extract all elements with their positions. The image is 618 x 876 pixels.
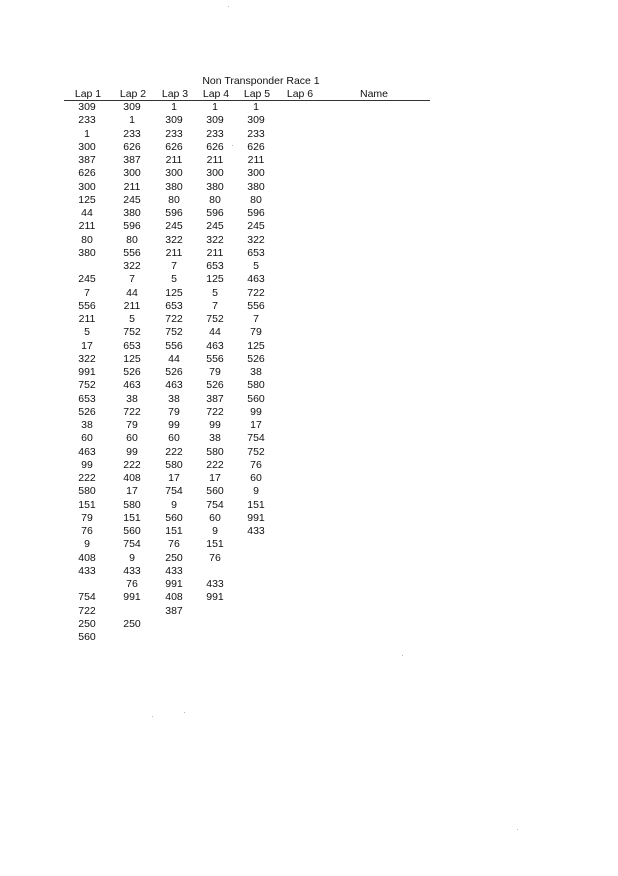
lap-4-entry: 1 bbox=[212, 101, 218, 113]
lap-5-entry: 991 bbox=[247, 511, 265, 524]
lap-2-entry: 222 bbox=[123, 458, 141, 471]
lap-2-entry: 99 bbox=[126, 445, 138, 458]
lap-5-entry: 125 bbox=[247, 339, 265, 352]
lap-1-entry: 309 bbox=[78, 101, 96, 113]
lap-5-entry: 556 bbox=[247, 299, 265, 312]
header-lap-6: Lap 6 bbox=[286, 88, 314, 100]
lap-2-entry: 463 bbox=[123, 379, 141, 392]
lap-4-entry: 222 bbox=[206, 458, 224, 471]
lap-1-entry bbox=[67, 578, 107, 591]
lap-1-entry: 556 bbox=[78, 299, 96, 312]
lap-4-entry: 653 bbox=[206, 260, 224, 272]
lap-1-entry: 754 bbox=[78, 591, 96, 604]
lap-2-entry bbox=[112, 605, 152, 618]
header-lap-5: Lap 5 bbox=[243, 88, 271, 100]
lap-3-entry: 79 bbox=[168, 405, 180, 418]
lap-5-entry: 99 bbox=[250, 405, 262, 418]
lap-5-entry: 722 bbox=[247, 286, 265, 299]
lap-3-entry: 211 bbox=[165, 246, 183, 259]
lap-4-entry: 300 bbox=[206, 167, 224, 180]
lap-3-entry: 38 bbox=[168, 392, 180, 405]
lap-1-entry: 60 bbox=[81, 432, 93, 445]
lap-3-entry: 9 bbox=[171, 498, 177, 511]
lap-1-entry: 300 bbox=[78, 180, 96, 193]
lap-2-entry: 245 bbox=[123, 193, 141, 206]
lap-5-entry: 245 bbox=[247, 220, 265, 233]
lap-5-entry: 233 bbox=[247, 127, 265, 140]
lap-3-entry: 556 bbox=[165, 339, 183, 352]
lap-3-entry: 44 bbox=[168, 352, 180, 365]
lap-4-entry: 991 bbox=[206, 591, 224, 604]
lap-4-entry: 9 bbox=[212, 525, 218, 537]
lap-4-entry: 151 bbox=[206, 538, 224, 551]
lap-2-entry: 211 bbox=[123, 299, 141, 312]
lap-5-entry: 596 bbox=[247, 207, 265, 219]
lap-4-entry: 754 bbox=[206, 498, 224, 511]
lap-3-entry: 380 bbox=[165, 180, 183, 193]
lap-3-entry: 125 bbox=[165, 286, 183, 299]
lap-1-entry: 322 bbox=[78, 352, 96, 365]
lap-4-entry: 433 bbox=[206, 578, 224, 590]
lap-4-entry: 560 bbox=[206, 485, 224, 498]
lap-3-entry: 1 bbox=[171, 101, 177, 113]
lap-4-entry: 99 bbox=[209, 419, 221, 431]
lap-3-entry: 233 bbox=[165, 127, 183, 140]
lap-4-entry: 722 bbox=[206, 405, 224, 418]
lap-2-entry: 79 bbox=[126, 419, 138, 431]
lap-1-entry: 233 bbox=[78, 114, 96, 127]
lap-2-entry: 125 bbox=[123, 352, 141, 365]
lap-1-entry: 17 bbox=[81, 339, 93, 352]
lap-4-entry: 626 bbox=[206, 140, 224, 153]
lap-1-entry: 245 bbox=[78, 273, 96, 286]
lap-1-entry: 560 bbox=[78, 631, 96, 643]
lap-2-entry: 250 bbox=[123, 617, 141, 630]
lap-5-entry: 380 bbox=[247, 180, 265, 193]
lap-5-entry: 754 bbox=[247, 432, 265, 445]
lap-3-entry: 245 bbox=[165, 220, 183, 233]
header-name: Name bbox=[359, 88, 388, 100]
lap-2-entry: 44 bbox=[126, 286, 138, 299]
lap-3-entry: 653 bbox=[165, 299, 183, 312]
lap-3-entry: 7 bbox=[171, 260, 177, 272]
lap-3-entry: 99 bbox=[168, 419, 180, 431]
lap-2-entry: 556 bbox=[123, 246, 141, 259]
scan-speck bbox=[228, 6, 229, 7]
lap-1-entry: 580 bbox=[78, 485, 96, 498]
lap-5-entry: 752 bbox=[247, 445, 265, 458]
lap-3-entry: 322 bbox=[165, 233, 183, 246]
scan-speck bbox=[152, 716, 153, 717]
lap-5-entry: 526 bbox=[247, 352, 265, 365]
lap-1-entry: 7 bbox=[84, 286, 90, 299]
lap-5-entry: 76 bbox=[250, 458, 262, 471]
lap-1-entry bbox=[67, 260, 107, 273]
lap-4-entry: 125 bbox=[206, 273, 224, 286]
lap-4-column bbox=[195, 101, 235, 605]
lap-5-entry: 300 bbox=[247, 167, 265, 180]
lap-2-entry: 387 bbox=[123, 154, 141, 166]
lap-3-entry: 151 bbox=[165, 525, 183, 537]
lap-4-entry: 44 bbox=[209, 326, 221, 339]
lap-3-entry: 309 bbox=[165, 114, 183, 127]
lap-4-entry: 596 bbox=[206, 207, 224, 219]
lap-2-entry: 76 bbox=[126, 578, 138, 590]
lap-5-column bbox=[236, 101, 276, 538]
lap-1-entry: 125 bbox=[78, 193, 96, 206]
lap-3-column bbox=[154, 101, 194, 618]
lap-3-entry: 76 bbox=[168, 538, 180, 551]
lap-3-entry: 300 bbox=[165, 167, 183, 180]
lap-4-entry: 80 bbox=[209, 193, 221, 206]
lap-1-entry: 433 bbox=[78, 564, 96, 577]
lap-4-entry: 580 bbox=[206, 445, 224, 458]
lap-1-entry: 222 bbox=[78, 472, 96, 484]
lap-5-entry: 653 bbox=[247, 246, 265, 259]
lap-4-entry: 245 bbox=[206, 220, 224, 233]
scan-speck bbox=[184, 712, 185, 713]
lap-5-entry: 60 bbox=[250, 472, 262, 484]
lap-5-entry: 433 bbox=[247, 525, 265, 537]
lap-2-entry: 596 bbox=[123, 220, 141, 233]
lap-2-entry: 754 bbox=[123, 538, 141, 551]
lap-2-entry: 9 bbox=[129, 551, 135, 564]
scan-speck bbox=[517, 829, 518, 830]
lap-3-entry: 752 bbox=[165, 326, 183, 339]
lap-4-entry: 7 bbox=[212, 299, 218, 312]
lap-2-entry: 80 bbox=[126, 233, 138, 246]
lap-1-entry: 211 bbox=[78, 313, 96, 325]
lap-2-entry: 991 bbox=[123, 591, 141, 604]
lap-5-entry: 7 bbox=[253, 313, 259, 325]
lap-1-entry: 408 bbox=[78, 551, 96, 564]
lap-5-entry: 5 bbox=[253, 260, 259, 272]
lap-3-entry: 80 bbox=[168, 193, 180, 206]
lap-5-entry: 322 bbox=[247, 233, 265, 246]
lap-4-entry: 233 bbox=[206, 127, 224, 140]
lap-2-entry: 560 bbox=[123, 525, 141, 537]
lap-1-entry: 9 bbox=[84, 538, 90, 551]
lap-4-entry: 38 bbox=[209, 432, 221, 445]
lap-2-entry: 526 bbox=[123, 366, 141, 378]
lap-2-entry: 580 bbox=[123, 498, 141, 511]
lap-1-entry: 1 bbox=[84, 127, 90, 140]
lap-1-entry: 99 bbox=[81, 458, 93, 471]
scan-speck bbox=[402, 655, 403, 656]
lap-3-entry: 17 bbox=[168, 472, 180, 484]
lap-1-entry: 211 bbox=[78, 220, 96, 233]
lap-1-entry: 526 bbox=[78, 405, 96, 418]
lap-2-entry: 17 bbox=[126, 485, 138, 498]
lap-2-entry: 433 bbox=[123, 564, 141, 577]
lap-2-entry: 1 bbox=[129, 114, 135, 127]
lap-4-entry: 387 bbox=[206, 392, 224, 405]
lap-2-entry: 722 bbox=[123, 405, 141, 418]
lap-2-entry: 626 bbox=[123, 140, 141, 153]
lap-3-entry: 222 bbox=[165, 445, 183, 458]
lap-5-entry: 626 bbox=[247, 140, 265, 153]
lap-4-entry: 211 bbox=[206, 246, 224, 259]
lap-5-entry: 80 bbox=[250, 193, 262, 206]
lap-1-entry: 387 bbox=[78, 154, 96, 166]
lap-3-entry: 250 bbox=[165, 551, 183, 564]
lap-2-column bbox=[112, 101, 152, 631]
lap-1-entry: 626 bbox=[78, 167, 96, 180]
lap-1-entry: 380 bbox=[78, 246, 96, 259]
lap-2-entry: 5 bbox=[129, 313, 135, 325]
lap-4-entry: 5 bbox=[212, 286, 218, 299]
lap-1-entry: 80 bbox=[81, 233, 93, 246]
lap-5-entry: 151 bbox=[247, 498, 265, 511]
lap-1-entry: 44 bbox=[81, 207, 93, 219]
lap-3-entry: 463 bbox=[165, 379, 183, 392]
lap-1-entry: 300 bbox=[78, 140, 96, 153]
lap-4-entry: 17 bbox=[209, 472, 221, 484]
lap-5-entry: 309 bbox=[247, 114, 265, 127]
lap-3-entry: 387 bbox=[165, 604, 183, 617]
lap-2-entry: 233 bbox=[123, 127, 141, 140]
lap-2-entry: 38 bbox=[126, 392, 138, 405]
page-title: Non Transponder Race 1 bbox=[202, 75, 320, 87]
lap-4-entry bbox=[195, 565, 235, 578]
lap-4-entry: 380 bbox=[206, 180, 224, 193]
lap-3-entry: 433 bbox=[165, 564, 183, 577]
header-lap-4: Lap 4 bbox=[202, 88, 230, 100]
lap-2-entry: 309 bbox=[123, 101, 141, 113]
lap-3-entry: 5 bbox=[171, 273, 177, 286]
lap-4-entry: 79 bbox=[209, 366, 221, 378]
lap-4-entry: 309 bbox=[206, 114, 224, 127]
lap-1-entry: 250 bbox=[78, 617, 96, 630]
lap-2-entry: 151 bbox=[123, 511, 141, 524]
lap-4-entry: 211 bbox=[206, 154, 224, 166]
lap-4-entry: 556 bbox=[206, 352, 224, 365]
lap-2-entry: 300 bbox=[123, 167, 141, 180]
lap-2-entry: 211 bbox=[123, 180, 141, 193]
lap-3-entry: 526 bbox=[165, 366, 183, 378]
lap-4-entry: 60 bbox=[209, 511, 221, 524]
lap-5-entry: 560 bbox=[247, 392, 265, 405]
lap-5-entry: 17 bbox=[250, 419, 262, 431]
lap-1-entry: 463 bbox=[78, 445, 96, 458]
lap-1-entry: 151 bbox=[78, 498, 96, 511]
lap-1-entry: 5 bbox=[84, 326, 90, 339]
header-lap-3: Lap 3 bbox=[161, 88, 189, 100]
lap-3-entry: 408 bbox=[165, 591, 183, 604]
lap-5-entry: 79 bbox=[250, 326, 262, 339]
lap-3-entry: 722 bbox=[165, 313, 183, 325]
lap-1-entry: 79 bbox=[81, 511, 93, 524]
lap-4-entry: 526 bbox=[206, 379, 224, 392]
lap-3-entry: 626 bbox=[165, 140, 183, 153]
lap-4-entry: 752 bbox=[206, 313, 224, 325]
lap-5-entry: 9 bbox=[253, 485, 259, 498]
lap-3-entry: 596 bbox=[165, 207, 183, 219]
lap-1-entry: 38 bbox=[81, 419, 93, 431]
lap-5-entry: 463 bbox=[247, 273, 265, 286]
header-lap-2: Lap 2 bbox=[119, 88, 147, 100]
lap-1-entry: 752 bbox=[78, 379, 96, 392]
lap-5-entry: 38 bbox=[250, 366, 262, 378]
lap-3-entry: 60 bbox=[168, 432, 180, 445]
scan-speck bbox=[232, 145, 233, 146]
lap-3-entry: 211 bbox=[165, 154, 183, 166]
lap-4-entry: 76 bbox=[209, 551, 221, 564]
lap-1-entry: 653 bbox=[78, 392, 96, 405]
lap-2-entry: 752 bbox=[123, 326, 141, 339]
lap-1-column bbox=[67, 101, 107, 644]
header-lap-1: Lap 1 bbox=[74, 88, 102, 100]
lap-5-entry: 1 bbox=[253, 101, 259, 113]
lap-5-entry: 211 bbox=[247, 154, 265, 166]
lap-2-entry: 653 bbox=[123, 339, 141, 352]
lap-2-entry: 322 bbox=[123, 260, 141, 272]
lap-3-entry: 560 bbox=[165, 511, 183, 524]
lap-1-entry: 76 bbox=[81, 525, 93, 537]
lap-4-entry: 322 bbox=[206, 233, 224, 246]
lap-3-entry: 580 bbox=[165, 458, 183, 471]
lap-2-entry: 408 bbox=[123, 472, 141, 484]
lap-2-entry: 7 bbox=[129, 273, 135, 286]
lap-4-entry: 463 bbox=[206, 339, 224, 352]
lap-2-entry: 380 bbox=[123, 207, 141, 219]
lap-2-entry: 60 bbox=[126, 432, 138, 445]
lap-1-entry: 991 bbox=[78, 366, 96, 378]
lap-5-entry: 580 bbox=[247, 379, 265, 392]
lap-3-entry: 991 bbox=[165, 578, 183, 590]
lap-1-entry: 722 bbox=[78, 604, 96, 617]
lap-3-entry: 754 bbox=[165, 485, 183, 498]
